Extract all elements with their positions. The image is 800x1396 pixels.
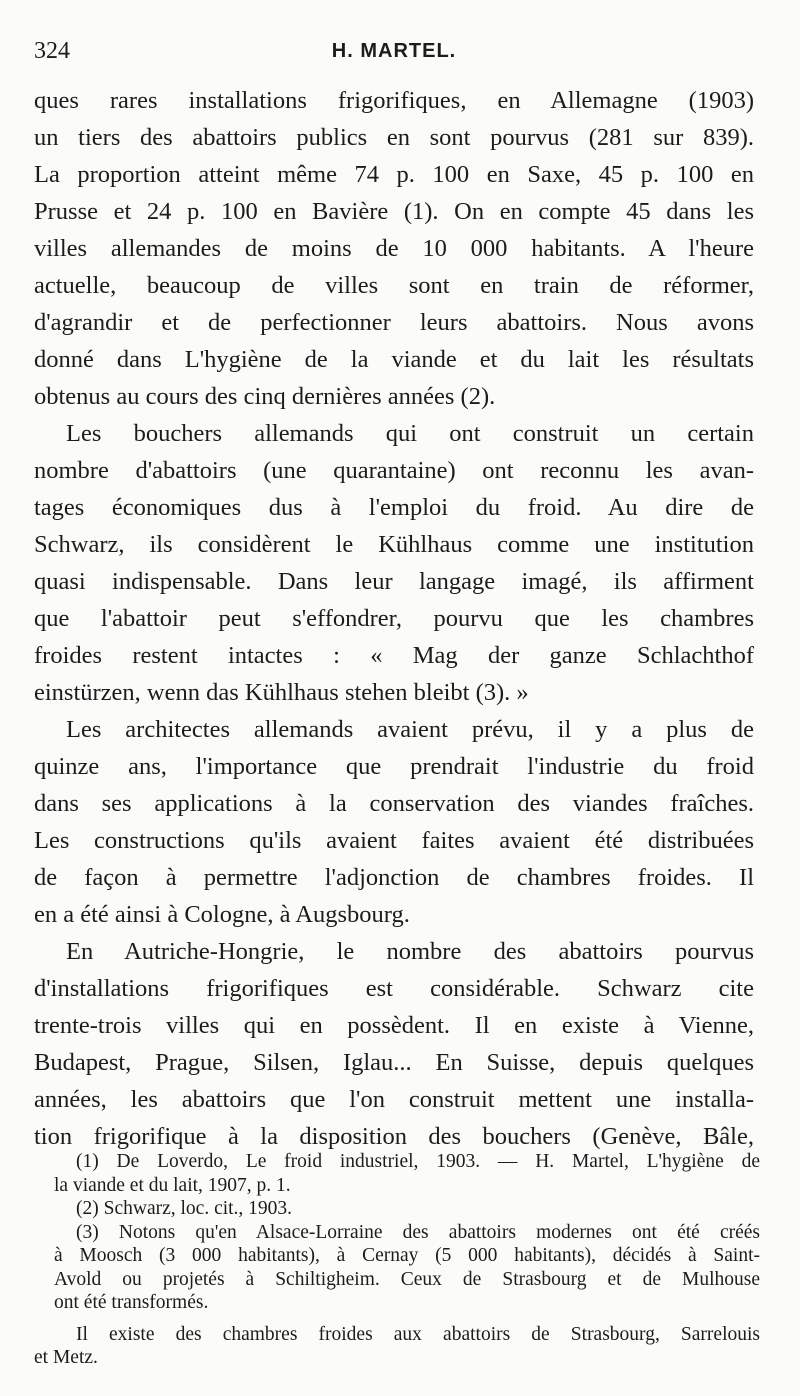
body-line: tion frigorifique à la disposition des bouchers (Genève, Bâle,	[34, 1123, 754, 1150]
footnote-line: (2) Schwarz, loc. cit., 1903.	[76, 1198, 293, 1219]
footnote-line: (1) De Loverdo, Le froid industriel, 1903. — H. Martel, L'hygiène de	[76, 1151, 760, 1172]
running-head: H. MARTEL.	[331, 40, 457, 62]
body-line: Les constructions qu'ils avaient faites avaient été distribuées	[34, 827, 754, 854]
body-line: Les bouchers allemands qui ont construit un certain	[66, 420, 754, 447]
body-line: trente-trois villes qui en possèdent. Il en existe à Vienne,	[34, 1012, 754, 1039]
body-line: d'agrandir et de perfectionner leurs abattoirs. Nous avons	[34, 309, 754, 336]
body-line: tages économiques dus à l'emploi du froid. Au dire de	[34, 494, 754, 521]
footnote-line: à Moosch (3 000 habitants), à Cernay (5 000 habitants), décidés à Saint-	[54, 1245, 760, 1266]
footnote-line: (3) Notons qu'en Alsace-Lorraine des abattoirs modernes ont été créés	[76, 1221, 760, 1243]
body-line: de façon à permettre l'adjonction de chambres froides. Il	[34, 864, 754, 891]
body-line: donné dans L'hygiène de la viande et du lait les résultats	[34, 346, 754, 373]
body-line: d'installations frigorifiques est considérable. Schwarz cite	[34, 975, 754, 1002]
body-text	[34, 82, 754, 1155]
body-line: que l'abattoir peut s'effondrer, pourvu que les chambres	[34, 605, 754, 632]
body-line: années, les abattoirs que l'on construit mettent une installa-	[34, 1086, 754, 1113]
page-number: 324	[34, 38, 70, 64]
footnote-line: ont été transformés.	[54, 1292, 209, 1313]
footnote-line: et Metz.	[34, 1347, 98, 1368]
footnote-line: la viande et du lait, 1907, p. 1.	[54, 1174, 291, 1196]
footnote-line: Il existe des chambres froides aux abattoirs de Strasbourg, Sarrelouis	[76, 1323, 760, 1345]
body-line: En Autriche-Hongrie, le nombre des abattoirs pourvus	[66, 938, 754, 965]
body-line: actuelle, beaucoup de villes sont en train de réformer,	[34, 272, 754, 299]
body-line: quasi indispensable. Dans leur langage imagé, ils affirment	[34, 568, 754, 595]
body-line: quinze ans, l'importance que prendrait l'industrie du froid	[34, 753, 754, 780]
body-line: Budapest, Prague, Silsen, Iglau... En Suisse, depuis quelques	[34, 1049, 754, 1076]
body-line: en a été ainsi à Cologne, à Augsbourg.	[34, 901, 410, 928]
footnote-line: Avold ou projetés à Schiltigheim. Ceux de Strasbourg et de Mulhouse	[54, 1268, 760, 1290]
body-line: Schwarz, ils considèrent le Kühlhaus comme une institution	[34, 531, 754, 558]
body-line: nombre d'abattoirs (une quarantaine) ont reconnu les avan-	[34, 457, 754, 484]
body-line: einstürzen, wenn das Kühlhaus stehen bleibt (3). »	[34, 679, 529, 706]
footnotes	[34, 1150, 760, 1370]
body-line: dans ses applications à la conservation des viandes fraîches.	[34, 790, 754, 817]
body-line: villes allemandes de moins de 10 000 habitants. A l'heure	[34, 235, 754, 262]
body-line: obtenus au cours des cinq dernières années (2).	[34, 383, 496, 410]
body-line: un tiers des abattoirs publics en sont pourvus (281 sur 839).	[34, 124, 754, 151]
body-line: Prusse et 24 p. 100 en Bavière (1). On en compte 45 dans les	[34, 198, 754, 225]
body-line: Les architectes allemands avaient prévu, il y a plus de	[66, 716, 754, 743]
body-line: ques rares installations frigorifiques, en Allemagne (1903)	[34, 87, 754, 114]
page-header	[34, 38, 754, 68]
body-line: froides restent intactes : « Mag der ganze Schlachthof	[34, 642, 754, 669]
body-line: La proportion atteint même 74 p. 100 en Saxe, 45 p. 100 en	[34, 161, 754, 188]
